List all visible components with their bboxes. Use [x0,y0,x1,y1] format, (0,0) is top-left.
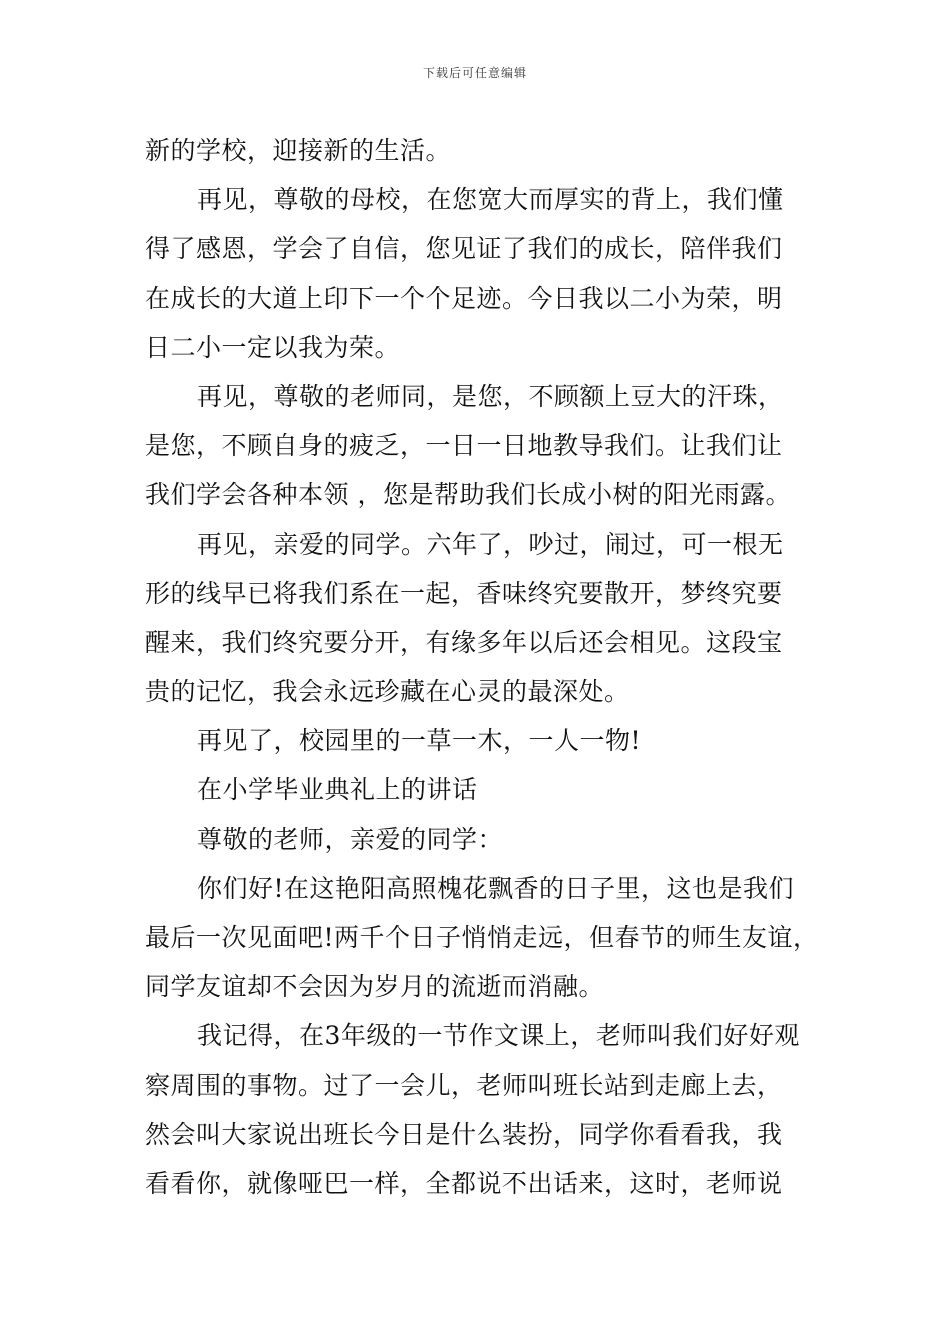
text-line: 贵的记忆，我会永远珍藏在心灵的最深处。 [145,677,630,707]
text-line: 是您，不顾自身的疲乏，一日一日地教导我们。让我们让 [145,431,783,461]
text-line: 我们学会各种本领 ，您是帮助我们长成小树的阳光雨露。 [145,480,791,510]
text-line: 在成长的大道上印下一个个足迹。今日我以二小为荣，明 [145,283,783,313]
text-line: 新的学校，迎接新的生活。 [145,136,452,165]
text-line: 最后一次见面吧!两千个日子悄悄走远，但春节的师生友谊， [145,923,819,952]
text-line: 再见，尊敬的母校，在您宽大而厚实的背上，我们懂 [197,185,784,215]
page-header: 下载后可任意编辑 [422,66,527,80]
text-line: 看看你，就像哑巴一样，全都说不出话来，这时，老师说 [145,1168,783,1198]
text-line: 日二小一定以我为荣。 [145,332,401,362]
text-line: 你们好!在这艳阳高照槐花飘香的日子里，这也是我们 [197,873,795,903]
text-line: 醒来，我们终究要分开，有缘多年以后还会相见。这段宝 [145,627,783,657]
text-line: 得了感恩，学会了自信，您见证了我们的成长，陪伴我们 [145,234,783,264]
text-line: 尊敬的老师，亲爱的同学： [197,824,504,854]
text-line: 再见，尊敬的老师同，是您，不顾额上豆大的汗珠， [197,381,784,411]
text-line: 然会叫大家说出班长今日是什么装扮，同学你看看我，我 [145,1119,783,1149]
text-line: 再见，亲爱的同学。六年了，吵过，闹过，可一根无 [197,529,784,559]
text-line: 形的线早已将我们系在一起，香味终究要散开，梦终究要 [145,578,783,608]
text-line: 我记得，在3年级的一节作文课上，老师叫我们好好观 [197,1021,800,1051]
text-line: 同学友谊却不会因为岁月的流逝而消融。 [145,972,605,1002]
text-line: 在小学毕业典礼上的讲话 [197,775,478,805]
document-body [145,126,825,1208]
text-line: 察周围的事物。过了一会儿，老师叫班长站到走廊上去， [145,1070,783,1100]
text-line: 再见了，校园里的一草一木，一人一物! [197,726,642,756]
